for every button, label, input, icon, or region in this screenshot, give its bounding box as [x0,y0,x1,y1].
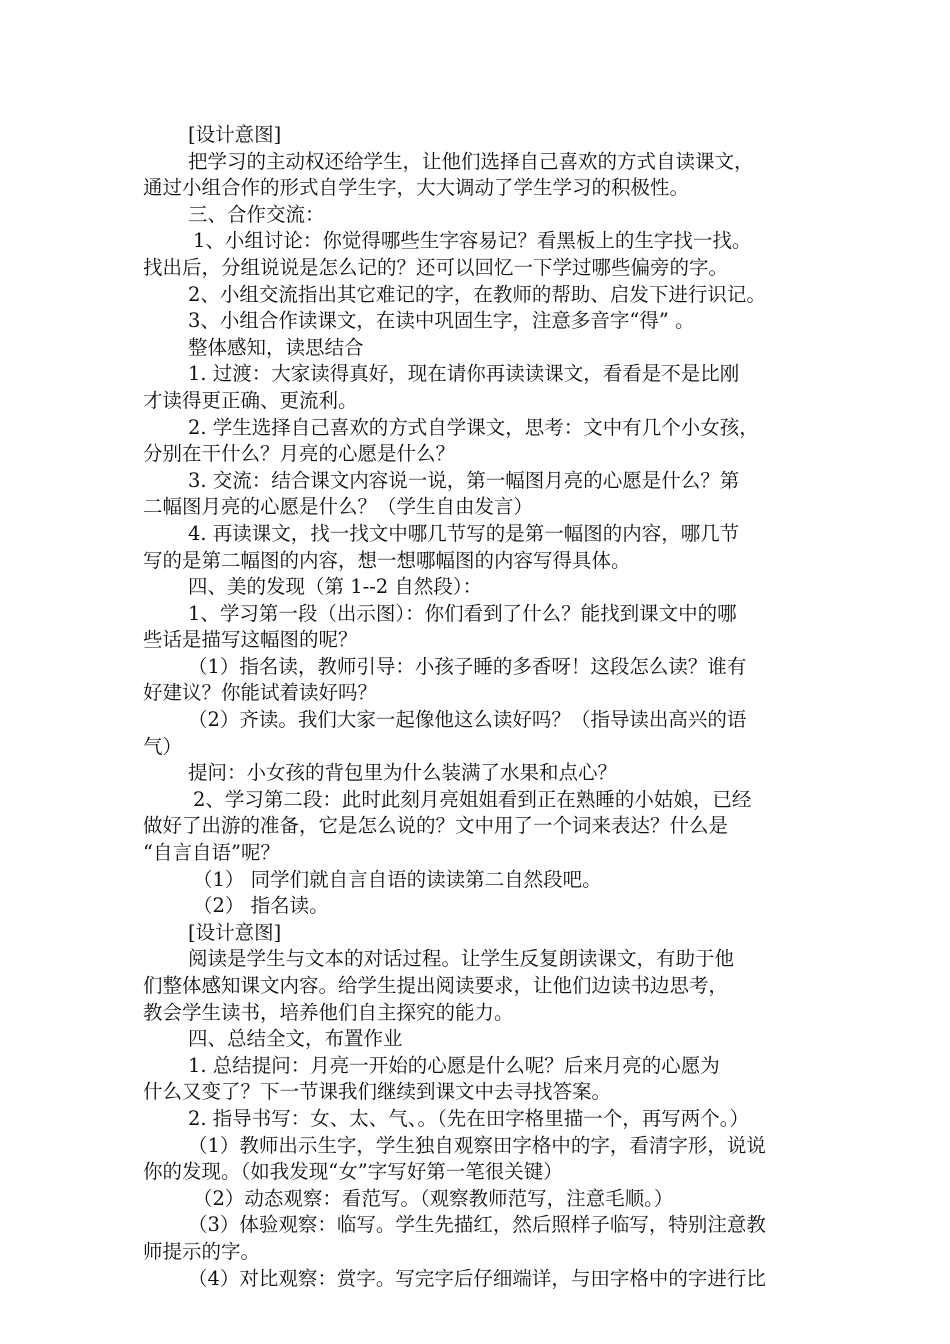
text-line: 把学习的主动权还给学生，让他们选择自己喜欢的方式自读课文， [188,149,754,173]
text-line: 二幅图月亮的心愿是什么？（学生自由发言） [143,495,534,519]
text-line: 1. 总结提问：月亮一开始的心愿是什么呢？后来月亮的心愿为 [188,1053,720,1077]
text-line: 2、小组交流指出其它难记的字，在教师的帮助、启发下进行识记。 [188,282,766,306]
text-line: 气） [143,734,183,758]
text-line: 你的发现。（如我发现“女”字写好第一笔很关键） [143,1160,563,1184]
text-line: 4. 再读课文，找一找文中哪几节写的是第一幅图的内容，哪几节 [188,521,740,545]
text-line: 3. 交流：结合课文内容说一说，第一幅图月亮的心愿是什么？第 [188,468,740,492]
text-line: 做好了出游的准备，它是怎么说的？文中用了一个词来表达？什么是 [143,814,729,838]
text-line: “自言自语”呢？ [143,841,280,865]
text-line: （4）对比观察：赏字。写完字后仔细端详，与田字格中的字进行比 [188,1266,766,1290]
text-line: 什么又变了？下一节课我们继续到课文中去寻找答案。 [143,1080,612,1104]
text-line: （1）指名读，教师引导：小孩子睡的多香呀！这段怎么读？谁有 [188,654,747,678]
text-line: 2、学习第二段：此时此刻月亮姐姐看到正在熟睡的小姑娘，已经 [193,787,752,811]
text-line: 2. 学生选择自己喜欢的方式自学课文，思考：文中有几个小女孩， [188,415,759,439]
text-line: 好建议？你能试着读好吗？ [143,681,378,705]
text-line: 阅读是学生与文本的对话过程。让学生反复朗读课文，有助于他 [188,947,735,971]
section-heading: [设计意图] [188,920,282,944]
text-line: 师提示的字。 [143,1239,261,1263]
text-line: 分别在干什么？月亮的心愿是什么？ [143,442,456,466]
text-line: 写的是第二幅图的内容，想一想哪幅图的内容写得具体。 [143,548,631,572]
text-line: 2. 指导书写：女、太、气、。（先在田字格里描一个，再写两个。） [188,1106,750,1130]
text-line: 1、学习第一段（出示图）：你们看到了什么？能找到课文中的哪 [188,601,737,625]
text-line: （2）动态观察：看范写。（观察教师范写，注意毛顺。） [193,1186,674,1210]
section-heading: 整体感知，读思结合 [188,335,364,359]
text-line: 些话是描写这幅图的呢？ [143,628,358,652]
text-line: 通过小组合作的形式自学生字，大大调动了学生学习的积极性。 [143,176,690,200]
text-line: 才读得更正确、更流利。 [143,388,358,412]
text-line: 1、小组讨论：你觉得哪些生字容易记？看黑板上的生字找一找。 [193,229,752,253]
text-line: 教会学生读书，培养他们自主探究的能力。 [143,1000,514,1024]
text-line: （1）教师出示生字，学生独自观察田字格中的字，看清字形，说说 [188,1133,766,1157]
text-line: [设计意图] [188,123,282,146]
text-line: 1. 过渡：大家读得真好，现在请你再读读课文，看看是不是比刚 [188,362,740,386]
document-body [143,122,813,1292]
text-line: （3）体验观察：临写。学生先描红，然后照样子临写，特别注意教 [188,1213,766,1237]
section-heading: 三、合作交流： [188,202,325,226]
text-line: 找出后，分组说说是怎么记的？还可以回忆一下学过哪些偏旁的字。 [143,255,729,279]
text-line: 提问：小女孩的背包里为什么装满了水果和点心？ [188,761,618,785]
text-line: （1） 同学们就自言自语的读读第二自然段吧。 [193,867,602,891]
text-line: 3、小组合作读课文，在读中巩固生字，注意多音字“得” 。 [188,309,695,333]
text-line: （2） 指名读。 [193,894,329,918]
text-line: 们整体感知课文内容。给学生提出阅读要求，让他们边读书边思考， [143,974,729,997]
text-line: （2）齐读。我们大家一起像他这么读好吗？（指导读出高兴的语 [188,708,747,732]
section-heading: 四、美的发现（第 1--2 自然段）： [188,575,483,599]
section-heading: 四、总结全文，布置作业 [188,1027,403,1051]
